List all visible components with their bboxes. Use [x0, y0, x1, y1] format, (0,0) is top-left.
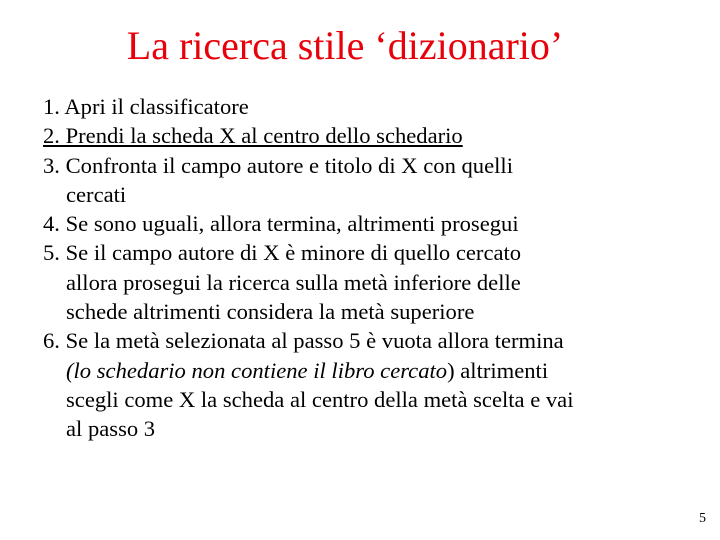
step-6-line-cont-1-rest: ) altrimenti: [447, 357, 549, 383]
step-5-line: 5. Se il campo autore di X è minore di quello cercato: [43, 240, 522, 266]
step-5-line-cont-1: allora prosegui la ricerca sulla metà inferiore delle: [66, 269, 521, 295]
step-6-line: 6. Se la metà selezionata al passo 5 è vuota allora termina: [43, 328, 564, 354]
step-5: [43, 238, 703, 326]
step-2-line: 2. Prendi la scheda X al centro dello schedario: [43, 123, 463, 149]
step-2: [43, 121, 703, 150]
step-3-line: 3. Confronta il campo autore e titolo di X con quelli: [43, 152, 513, 178]
step-6: [43, 326, 703, 443]
step-6-line-cont-1: [43, 356, 703, 385]
step-6-line-cont-2: scegli come X la scheda al centro della metà scelta e vai: [66, 386, 574, 412]
step-1-line: 1. Apri il classificatore: [43, 94, 249, 119]
step-1: [43, 92, 703, 121]
step-6-italic-note: (lo schedario non contiene il libro cercato: [66, 357, 448, 383]
slide-title: La ricerca stile ‘dizionario’: [126, 23, 564, 68]
step-4-line: 4. Se sono uguali, allora termina, altrimenti prosegui: [43, 211, 519, 237]
page-number: 5: [699, 511, 706, 526]
step-4: [43, 209, 703, 238]
steps-list: [43, 92, 703, 444]
step-3-line-cont: cercati: [66, 181, 127, 207]
step-5-line-cont-2: schede altrimenti considera la metà superiore: [66, 299, 475, 325]
step-3: [43, 151, 703, 210]
step-6-line-cont-3: al passo 3: [66, 416, 156, 442]
